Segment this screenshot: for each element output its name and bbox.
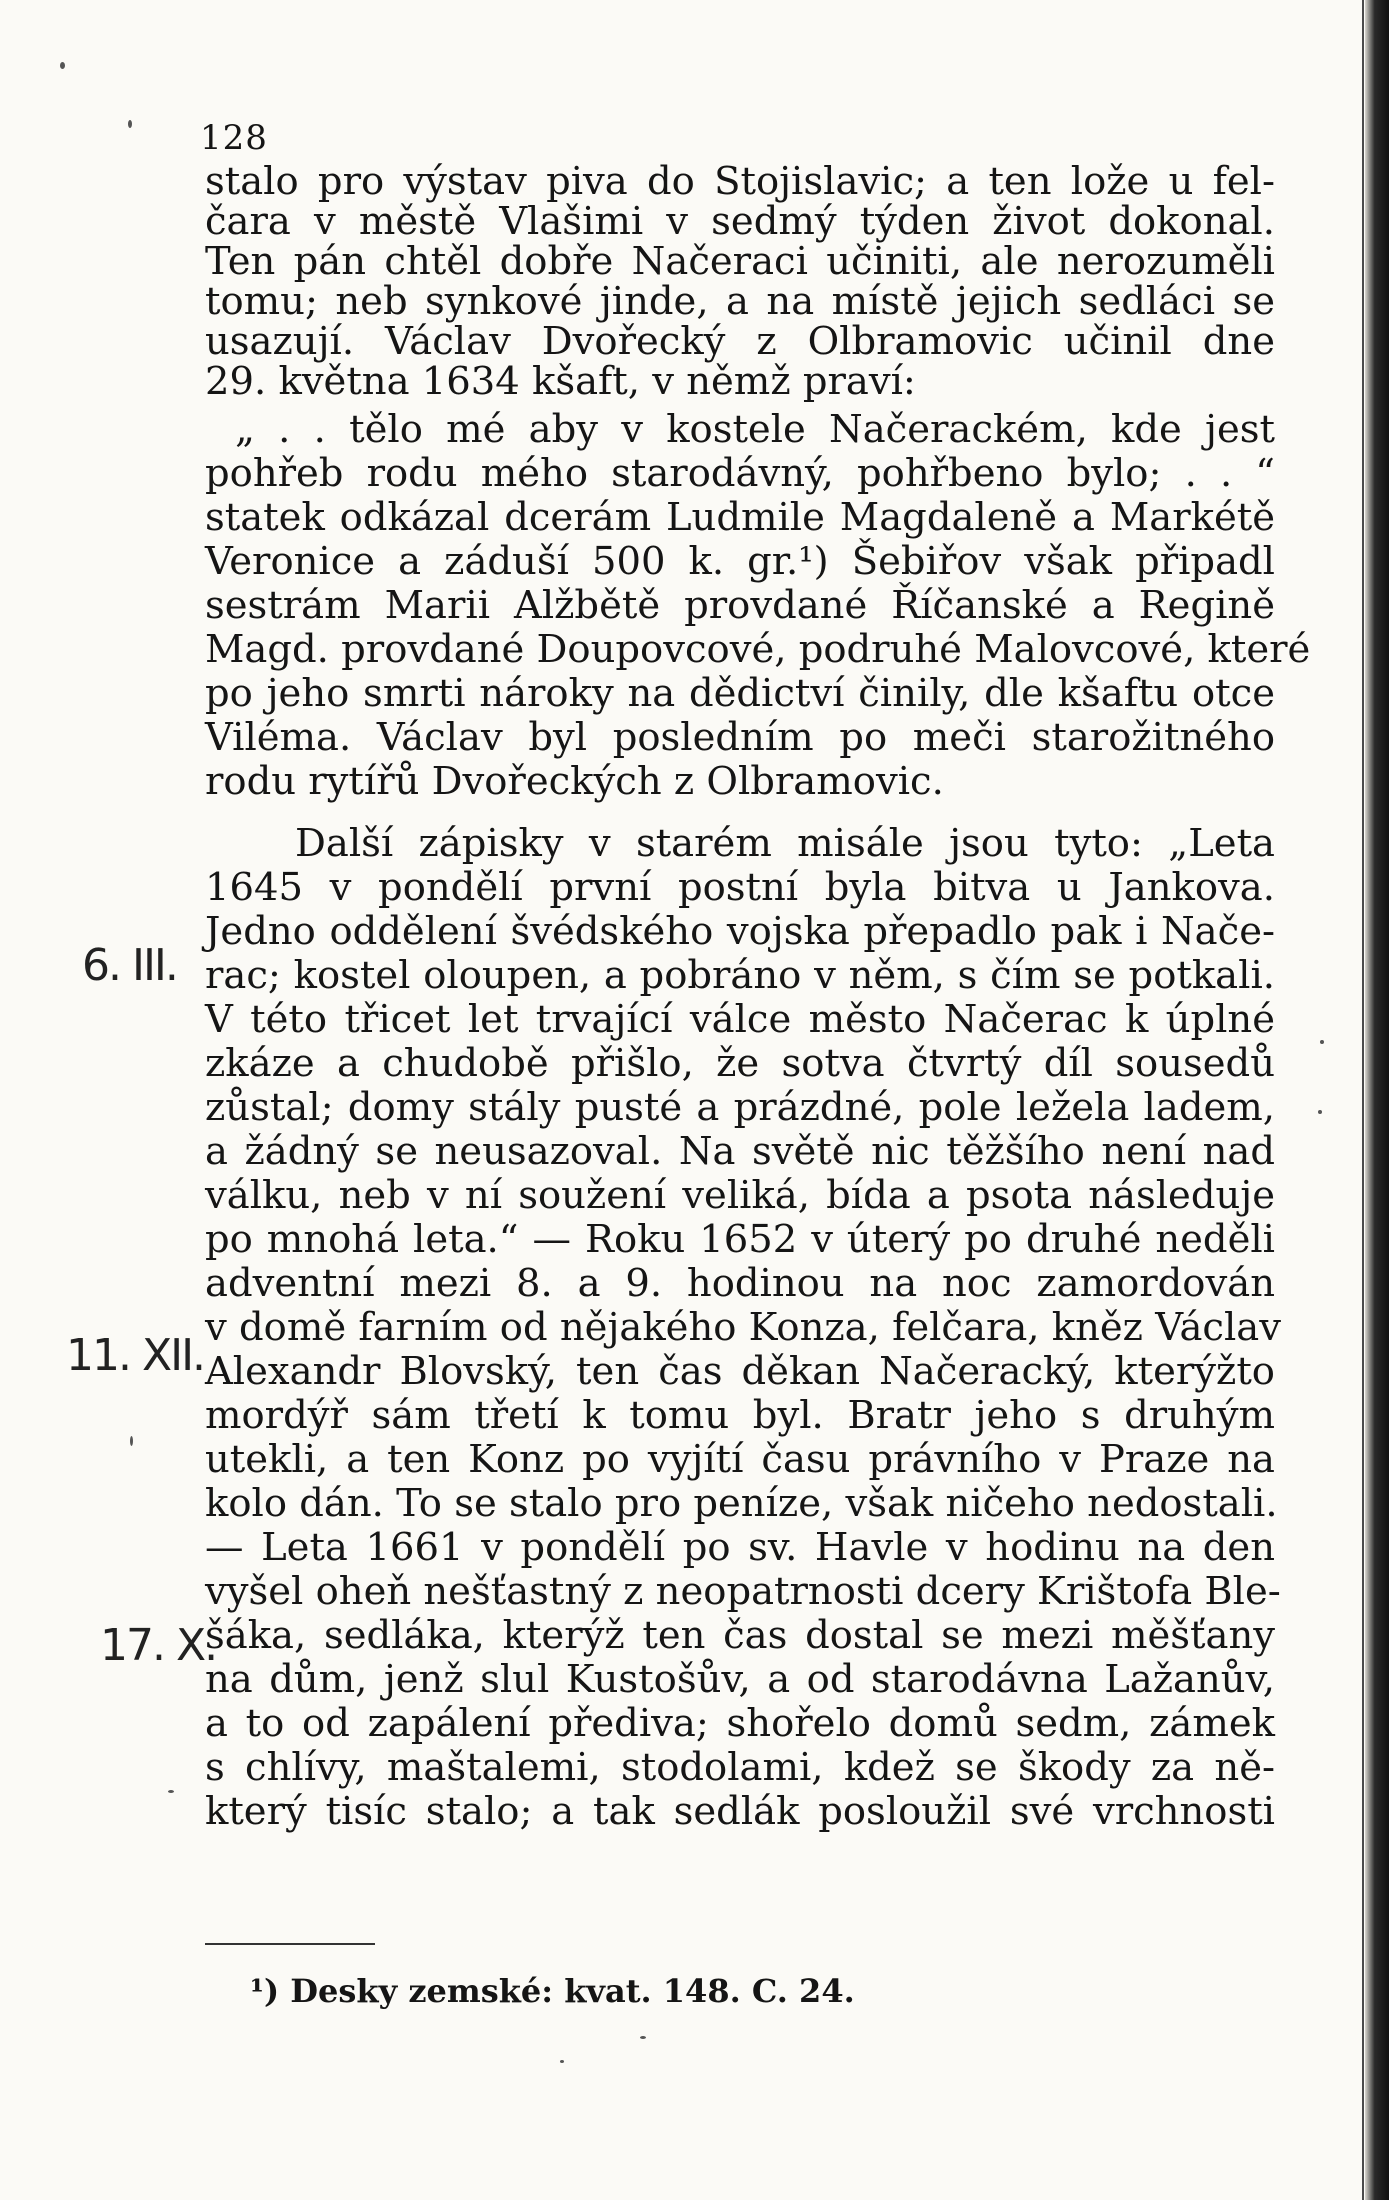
- text-line: Alexandr Blovský, ten čas děkan Načeracký, kterýžto: [205, 1349, 1275, 1394]
- text-line: na dům, jenž slul Kustošův, a od starodávna Lažanův,: [205, 1657, 1275, 1702]
- margin-note-handwritten: 6. III.: [82, 940, 177, 991]
- text-line: Jedno oddělení švédského vojska přepadlo pak i Nače-: [205, 909, 1275, 954]
- text-line: 29. května 1634 kšaft, v němž praví:: [205, 359, 916, 404]
- text-line: rodu rytířů Dvořeckých z Olbramovic.: [205, 759, 944, 804]
- text-line: Viléma. Václav byl posledním po meči starožitného: [205, 715, 1275, 760]
- scan-speck: [168, 1790, 174, 1793]
- text-line: 1645 v pondělí první postní byla bitva u Jankova.: [205, 865, 1275, 910]
- scan-speck: [640, 2036, 646, 2039]
- text-line: s chlívy, maštalemi, stodolami, kdež se škody za ně-: [205, 1745, 1275, 1790]
- text-line: sestrám Marii Alžbětě provdané Říčanské a Regině: [205, 583, 1275, 628]
- text-line: Magd. provdané Doupovcové, podruhé Malovcové, které: [205, 627, 1311, 672]
- text-line: a žádný se neusazoval. Na světě nic těžšího není nad: [205, 1129, 1275, 1174]
- scan-speck: [128, 120, 132, 128]
- scan-speck: [130, 1436, 133, 1446]
- text-line: válku, neb v ní soužení veliká, bída a psota následuje: [205, 1173, 1275, 1218]
- text-line: zkáze a chudobě přišlo, že sotva čtvrtý díl sousedů: [205, 1041, 1275, 1086]
- text-line: pohřeb rodu mého starodávný, pohřbeno bylo; . . “: [205, 451, 1275, 496]
- text-line: stalo pro výstav piva do Stojislavic; a ten lože u fel-: [205, 159, 1275, 204]
- scan-speck: [1320, 1040, 1324, 1044]
- text-line: statek odkázal dcerám Ludmile Magdaleně a Markétě: [205, 495, 1275, 540]
- text-line: rac; kostel oloupen, a pobráno v něm, s čím se potkali.: [205, 953, 1275, 998]
- text-line: utekli, a ten Konz po vyjítí času právního v Praze na: [205, 1437, 1275, 1482]
- page-edge-line: [1362, 0, 1364, 2200]
- text-line: a to od zapálení přediva; shořelo domů sedm, zámek: [205, 1701, 1275, 1746]
- footnote: ¹) Desky zemské: kvat. 148. C. 24.: [250, 1972, 855, 2010]
- margin-note-handwritten: 17. X.: [100, 1620, 217, 1671]
- footnote-rule: [205, 1943, 375, 1945]
- page-edge-shadow: [1365, 0, 1389, 2200]
- text-line: — Leta 1661 v pondělí po sv. Havle v hodinu na den: [205, 1525, 1275, 1570]
- text-line: mordýř sám třetí k tomu byl. Bratr jeho s druhým: [205, 1393, 1275, 1438]
- text-line: Další zápisky v starém misále jsou tyto: „Leta: [295, 821, 1275, 866]
- text-line: kolo dán. To se stalo pro peníze, však ničeho nedostali.: [205, 1481, 1278, 1526]
- text-line: „ . . tělo mé aby v kostele Načerackém, kde jest: [235, 407, 1275, 452]
- text-line: po mnohá leta.“ — Roku 1652 v úterý po druhé neděli: [205, 1217, 1275, 1262]
- text-line: V této třicet let trvající válce město Načerac k úplné: [205, 997, 1275, 1042]
- text-line: po jeho smrti nároky na dědictví činily, dle kšaftu otce: [205, 671, 1275, 716]
- page-number: 128: [200, 118, 268, 158]
- scan-speck: [560, 2060, 564, 2063]
- text-line: v domě farním od nějakého Konza, felčara, kněz Václav: [205, 1305, 1282, 1350]
- text-line: zůstal; domy stály pusté a prázdné, pole ležela ladem,: [205, 1085, 1275, 1130]
- text-line: který tisíc stalo; a tak sedlák posloužil své vrchnosti: [205, 1789, 1275, 1834]
- text-line: usazují. Václav Dvořecký z Olbramovic učinil dne: [205, 319, 1275, 364]
- text-line: tomu; neb synkové jinde, a na místě jejich sedláci se: [205, 279, 1275, 324]
- text-line: adventní mezi 8. a 9. hodinou na noc zamordován: [205, 1261, 1275, 1306]
- text-line: čara v městě Vlašimi v sedmý týden život dokonal.: [205, 199, 1275, 244]
- margin-note-handwritten: 11. XII.: [66, 1330, 205, 1381]
- text-line: Ten pán chtěl dobře Načeraci učiniti, ale nerozuměli: [205, 239, 1275, 284]
- text-line: šáka, sedláka, kterýž ten čas dostal se mezi měšťany: [205, 1613, 1275, 1658]
- text-line: Veronice a záduší 500 k. gr.¹) Šebiřov však připadl: [205, 539, 1275, 584]
- scan-speck: [60, 62, 65, 69]
- text-line: vyšel oheň nešťastný z neopatrnosti dcery Krištofa Ble-: [205, 1569, 1281, 1614]
- scan-speck: [1318, 1110, 1322, 1114]
